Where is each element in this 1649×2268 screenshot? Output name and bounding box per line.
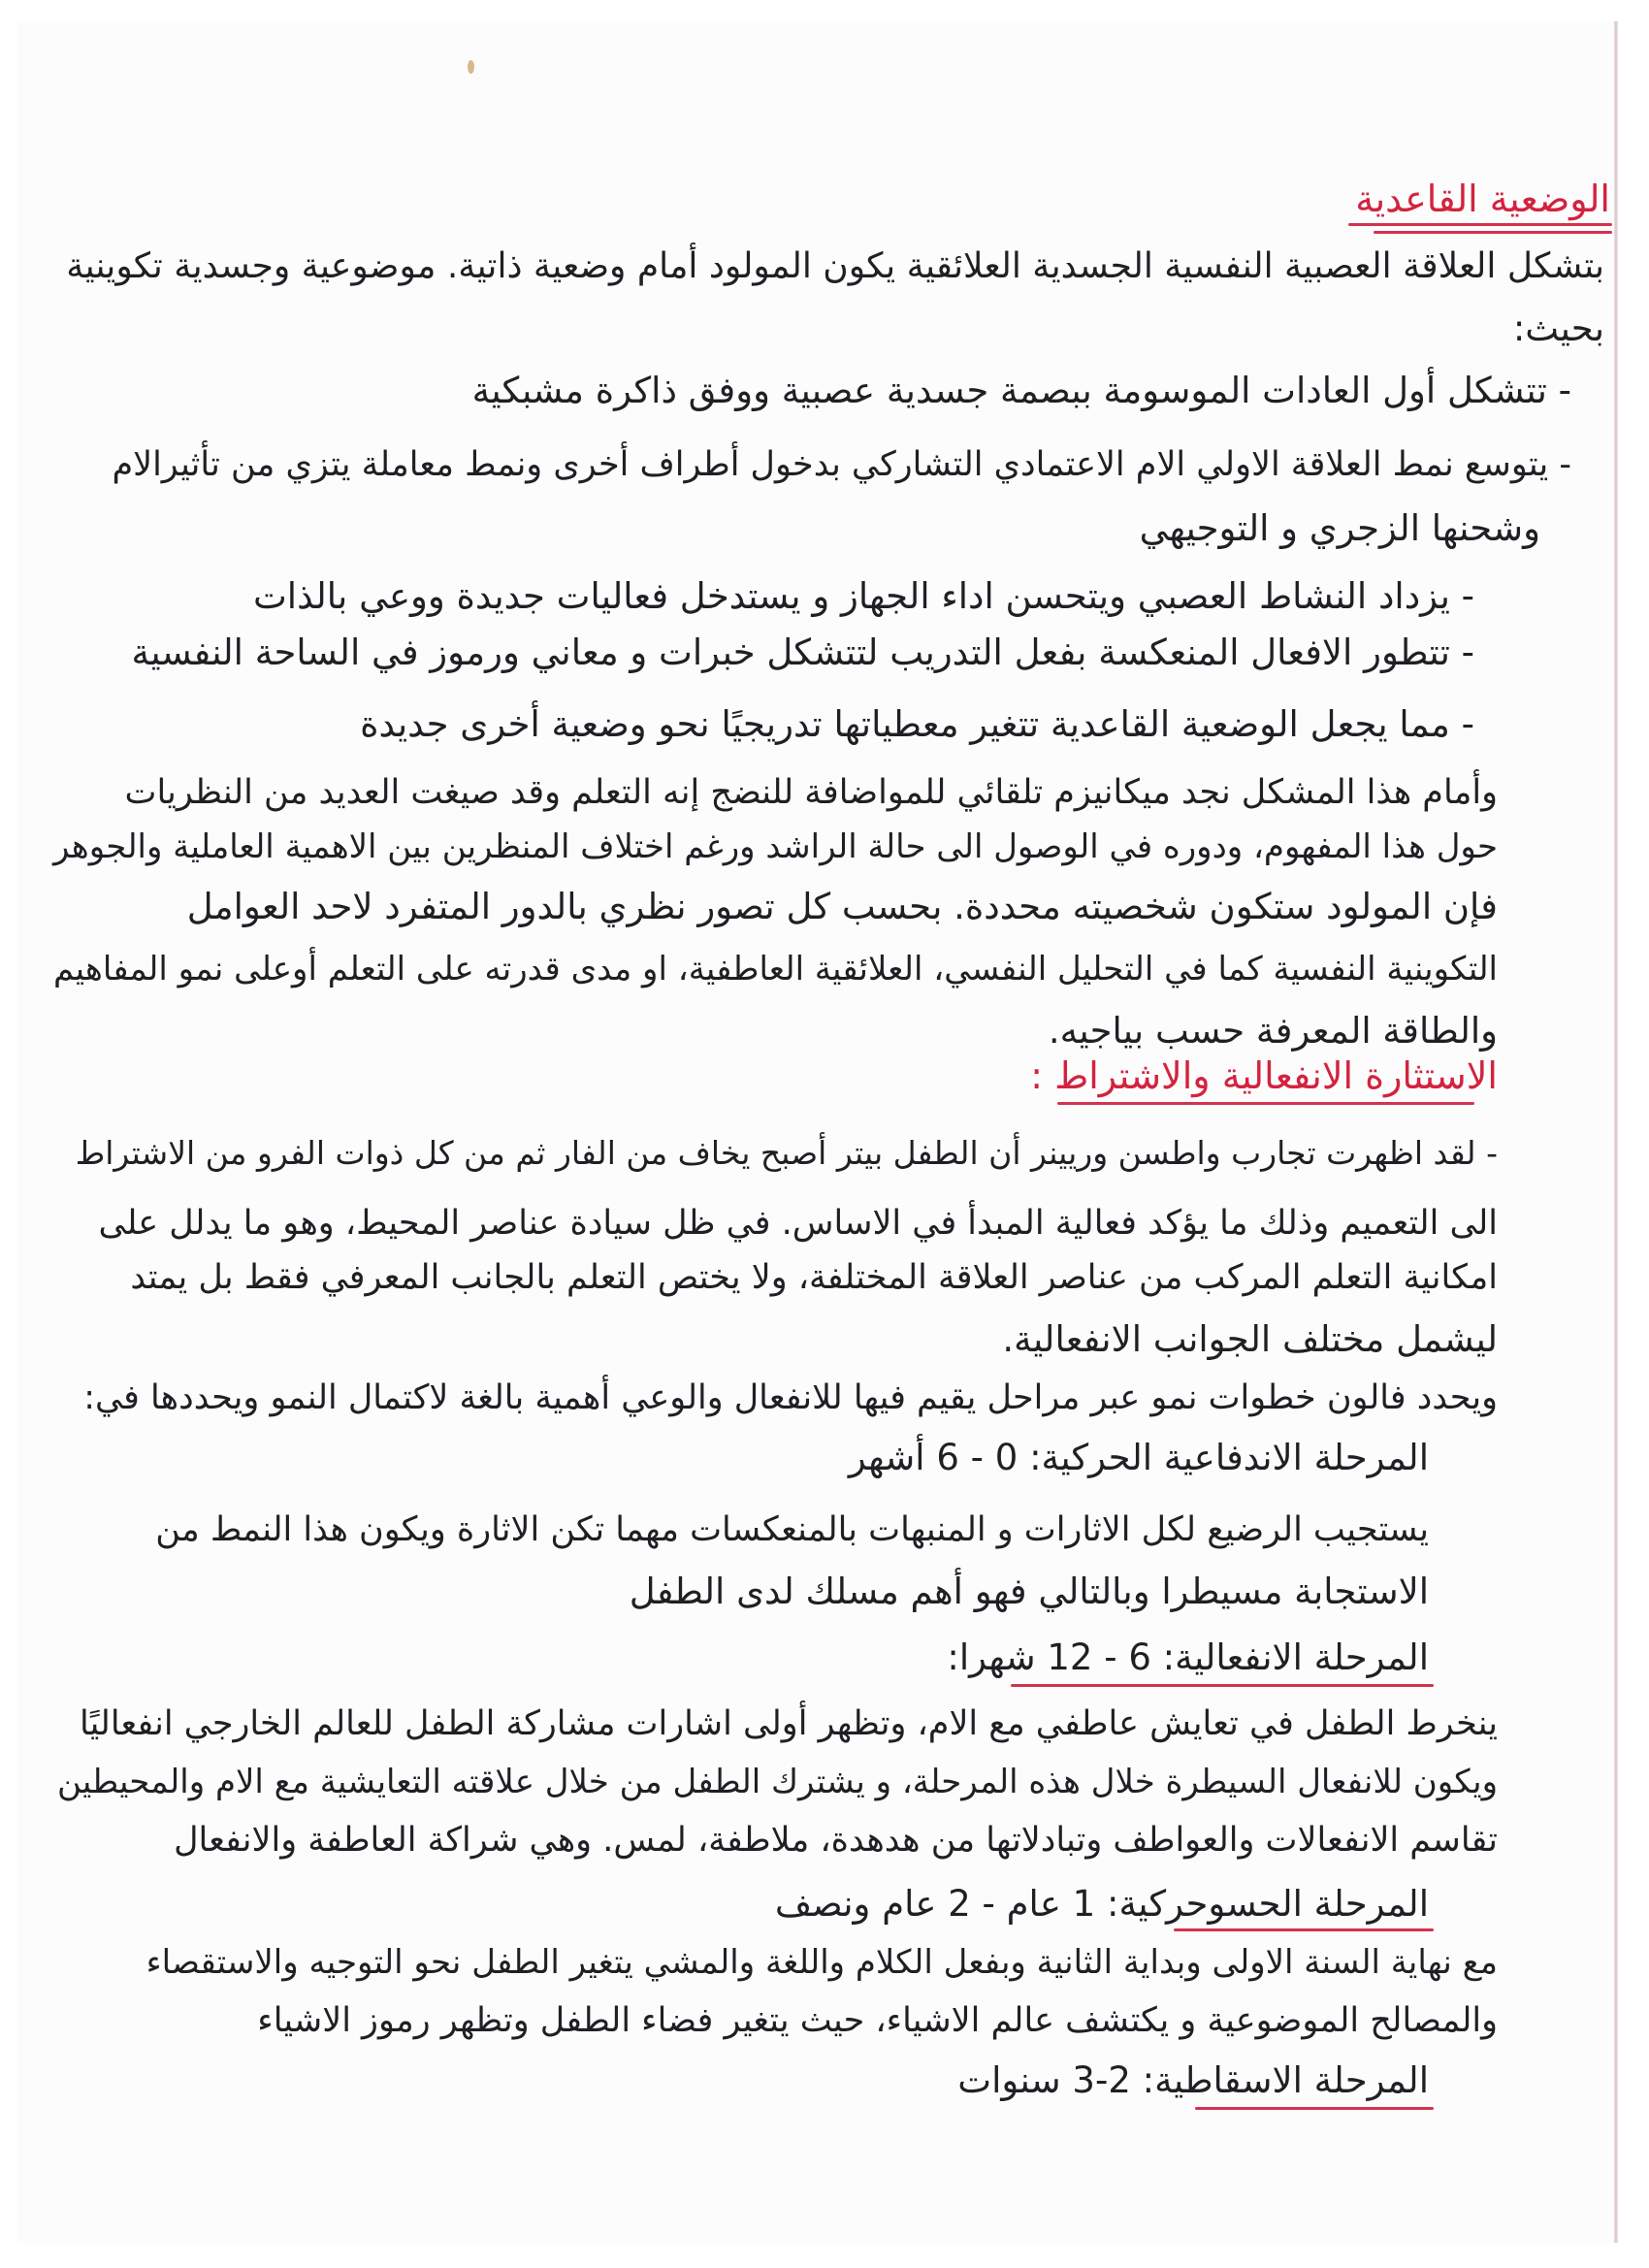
paper-stain: [468, 60, 474, 74]
notebook-page: [17, 21, 1618, 2243]
bullet-line: - تتشكل أول العادات الموسومة ببصمة جسدية عصبية ووفق ذاكرة مشبكية: [471, 370, 1571, 411]
paragraph-line: الاستجابة مسيطرا وبالتالي فهو أهم مسلك لدى الطفل: [629, 1571, 1429, 1612]
heading-underline: [1057, 1102, 1474, 1105]
bullet-line: - مما يجعل الوضعية القاعدية تتغير معطياتها تدريجيًا نحو وضعية أخرى جديدة: [360, 703, 1474, 745]
heading-underline: [1011, 1684, 1434, 1687]
page-margin-line: [1614, 21, 1618, 2243]
paragraph-line: والطاقة المعرفة حسب بياجيه.: [1048, 1010, 1498, 1052]
heading-underline: [1174, 1928, 1434, 1931]
heading-underline: [1374, 231, 1612, 234]
paragraph-line: امكانية التعلم المركب من عناصر العلاقة المختلفة، ولا يختص التعلم بالجانب المعرفي فقط بل يمتد: [130, 1258, 1498, 1297]
paragraph-line: حول هذا المفهوم، ودوره في الوصول الى حالة الراشد ورغم اختلاف المنظرين بين الاهمية العاملية والجوهر: [53, 827, 1498, 866]
paragraph-line: بتشكل العلاقة العصبية النفسية الجسدية العلائقية يكون المولود أمام وضعية ذاتية. موضوعية وجسدية تكوينية: [66, 246, 1604, 286]
stage-title-impulsive-motor: المرحلة الاندفاعية الحركية: 0 - 6 أشهر: [848, 1437, 1429, 1478]
paragraph-line: ويحدد فالون خطوات نمو عبر مراحل يقيم فيها للانفعال والوعي أهمية بالغة لاكتمال النمو ويحددها في:: [83, 1378, 1498, 1417]
stage-title-projective: المرحلة الاسقاطية: 2-3 سنوات: [957, 2059, 1429, 2101]
section-heading-basic-situation: الوضعية القاعدية: [1355, 178, 1610, 220]
heading-underline: [1348, 223, 1612, 226]
paragraph-line: وأمام هذا المشكل نجد ميكانيزم تلقائي للمواضافة للنضج إنه التعلم وقد صيغت العديد من النظريات: [124, 773, 1498, 812]
paragraph-line: ليشمل مختلف الجوانب الانفعالية.: [1002, 1318, 1498, 1360]
paragraph-line: - لقد اظهرت تجارب واطسن وريينر أن الطفل بيتر أصبح يخاف من الفار ثم من كل ذوات الفرو من الاشتراط: [75, 1134, 1498, 1172]
stage-title-sensorimotor: المرحلة الحسوحركية: 1 عام - 2 عام ونصف: [774, 1883, 1429, 1925]
bullet-line: وشحنها الزجري و التوجيهي: [1139, 507, 1540, 549]
paragraph-line: تقاسم الانفعالات والعواطف وتبادلاتها من هدهدة، ملاطفة، لمس. وهي شراكة العاطفة والانفعال: [174, 1821, 1498, 1860]
paragraph-line: الى التعميم وذلك ما يؤكد فعالية المبدأ في الاساس. في ظل سيادة عناصر المحيط، وهو ما يدلل على: [98, 1204, 1498, 1243]
section-heading-emotional-arousal: الاستثارة الانفعالية والاشتراط :: [1030, 1054, 1498, 1097]
paragraph-line: والمصالح الموضوعية و يكتشف عالم الاشياء، حيث يتغير فضاء الطفل وتظهر رموز الاشياء: [257, 2001, 1498, 2040]
bullet-line: - تتطور الافعال المنعكسة بفعل التدريب لتتشكل خبرات و معاني ورموز في الساحة النفسية: [131, 632, 1474, 673]
heading-underline: [1195, 2107, 1434, 2110]
paragraph-line: ينخرط الطفل في تعايش عاطفي مع الام، وتظهر أولى اشارات مشاركة الطفل للعالم الخارجي انفعاليًا: [79, 1704, 1498, 1743]
stage-title-emotional: المرحلة الانفعالية: 6 - 12 شهرا:: [947, 1636, 1429, 1678]
paragraph-line: فإن المولود ستكون شخصيته محددة. بحسب كل تصور نظري بالدور المتفرد لاحد العوامل: [186, 886, 1498, 927]
paragraph-line: التكوينية النفسية كما في التحليل النفسي، العلائقية العاطفية، او مدى قدرته على التعلم أوعلى نمو المفاهيم: [53, 950, 1498, 988]
paragraph-line: بحيث:: [1512, 308, 1604, 349]
paragraph-line: ويكون للانفعال السيطرة خلال هذه المرحلة، و يشترك الطفل من خلال علاقته التعايشية مع الام والمحيطين: [57, 1763, 1498, 1801]
paragraph-line: مع نهاية السنة الاولى وبداية الثانية وبفعل الكلام واللغة والمشي يتغير الطفل نحو التوجيه والاستقصاء: [146, 1943, 1498, 1982]
paragraph-line: يستجيب الرضيع لكل الاثارات و المنبهات بالمنعكسات مهما تكن الاثارة ويكون هذا النمط من: [155, 1510, 1429, 1549]
bullet-line: - يزداد النشاط العصبي ويتحسن اداء الجهاز و يستدخل فعاليات جديدة ووعي بالذات: [252, 575, 1474, 617]
bullet-line: - يتوسع نمط العلاقة الاولي الام الاعتمادي التشاركي بدخول أطراف أخرى ونمط معاملة يتزي من تأثيرالام: [112, 445, 1571, 484]
